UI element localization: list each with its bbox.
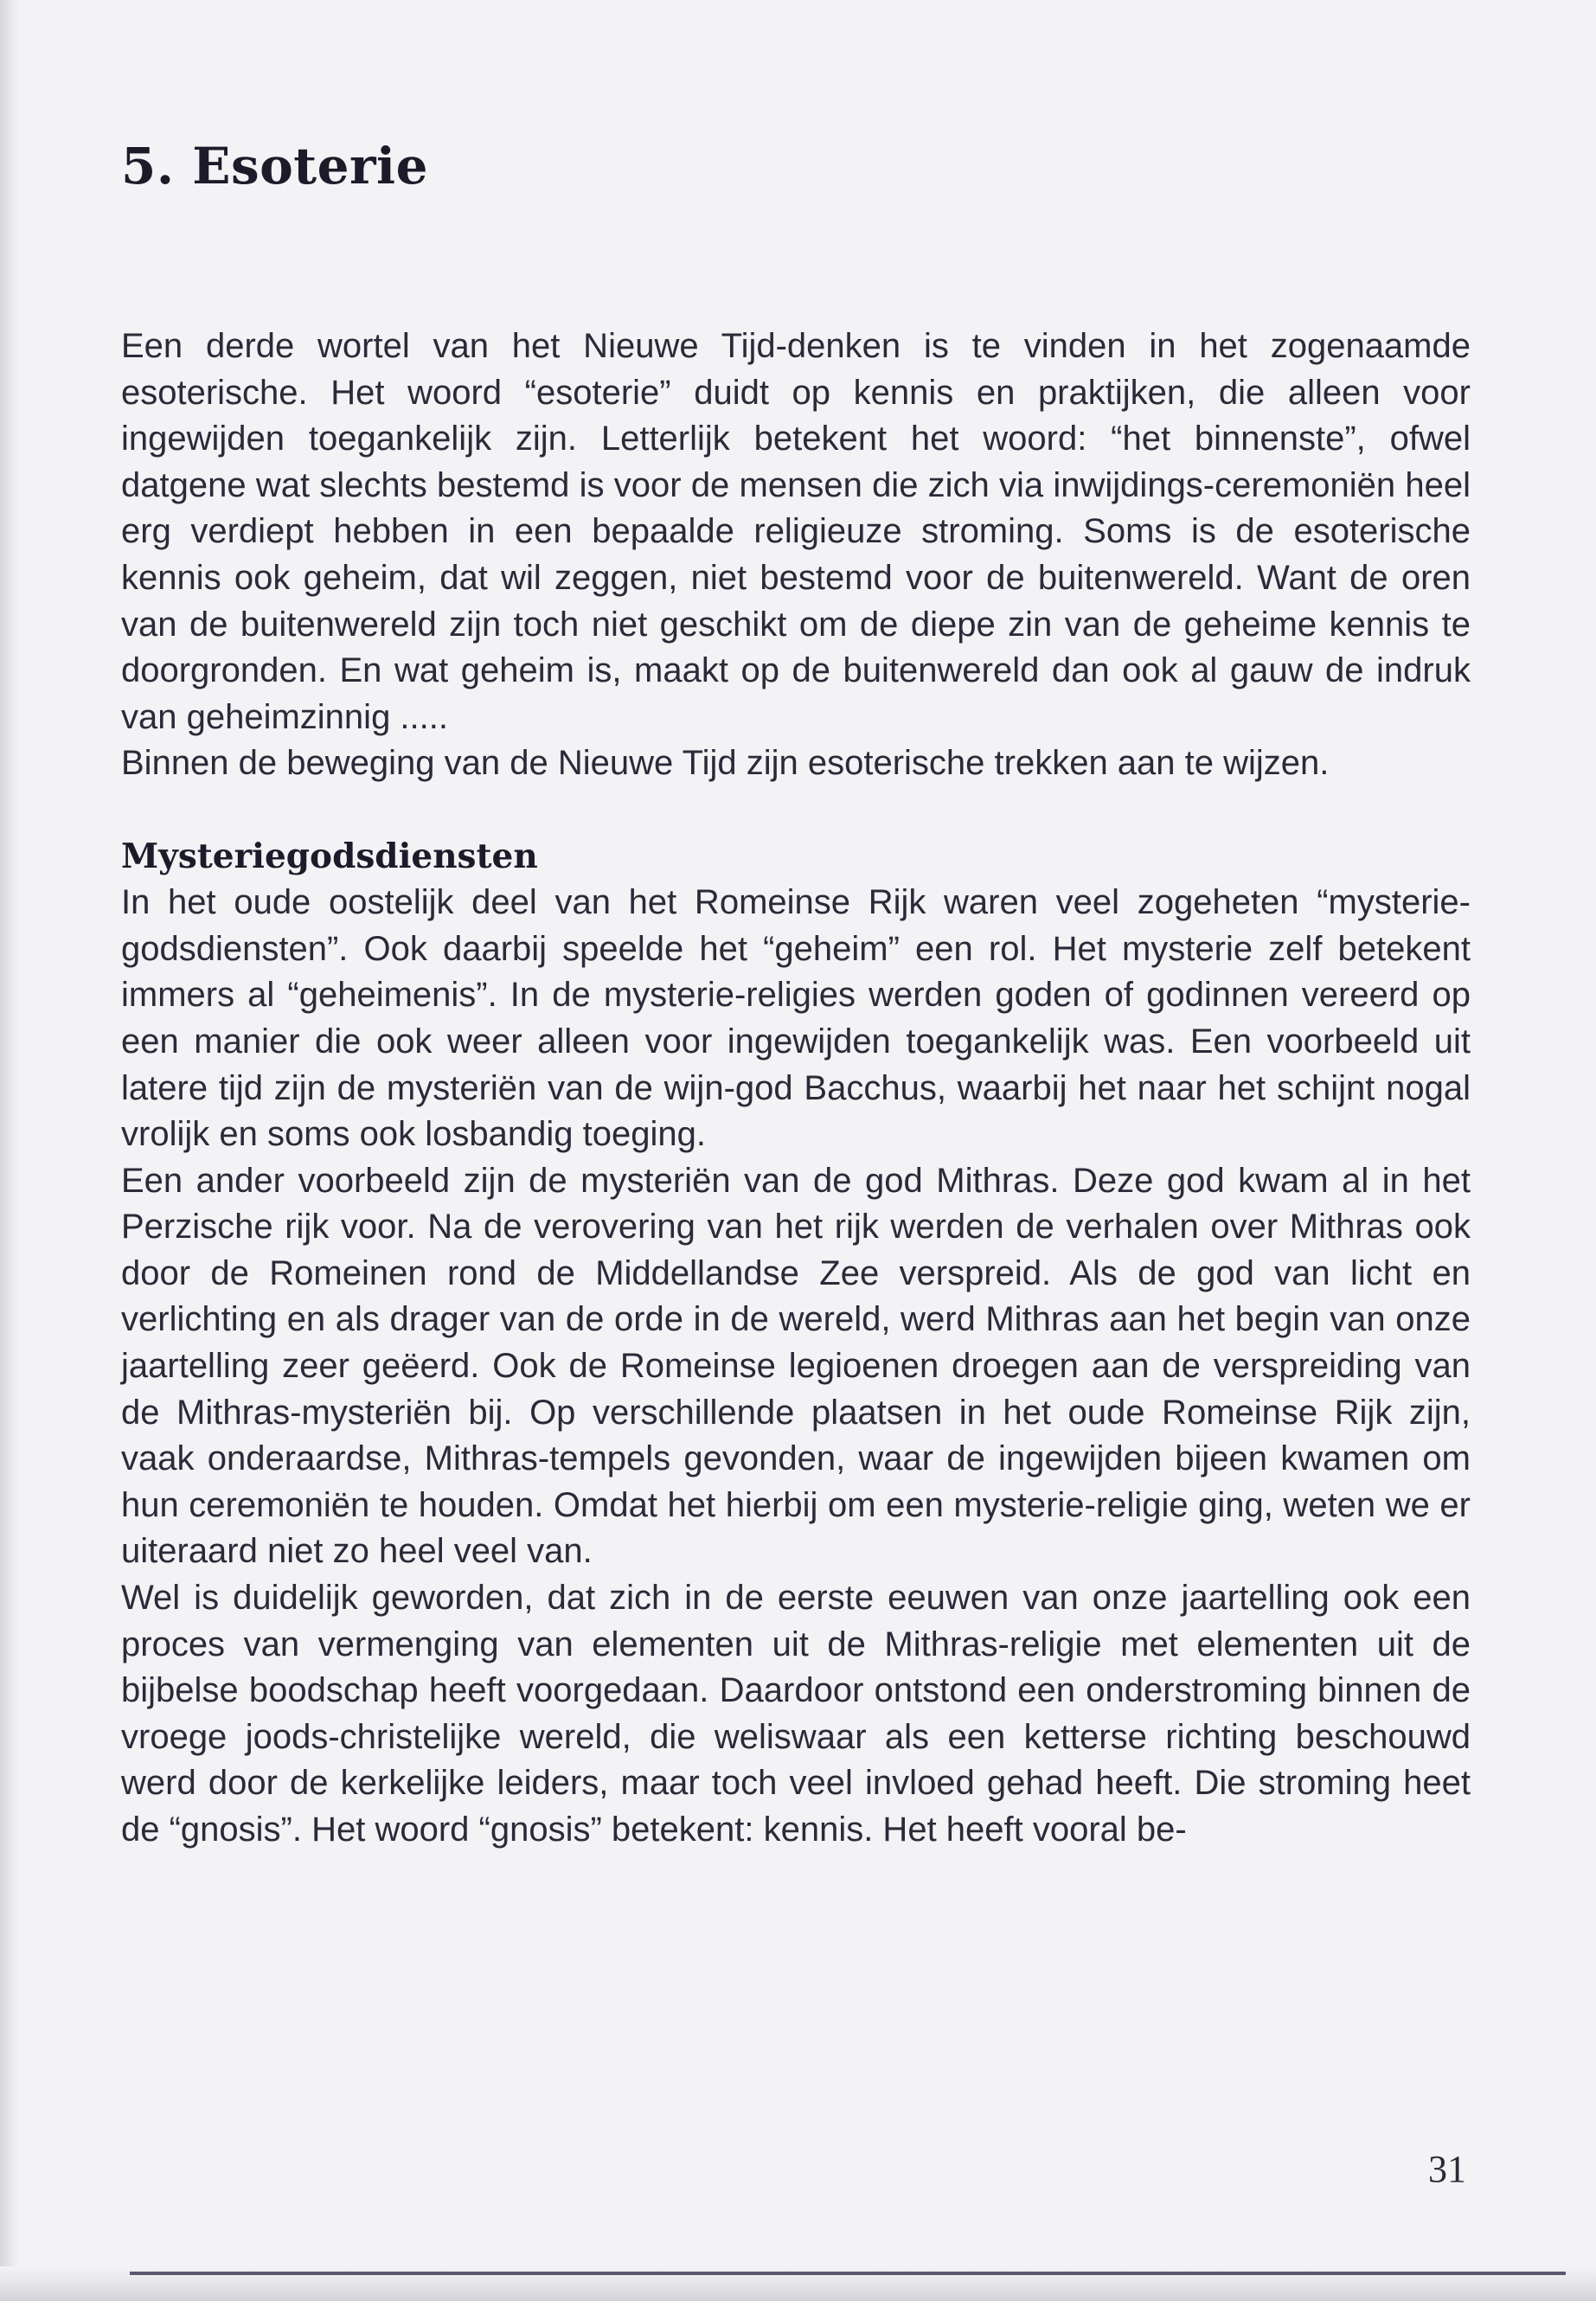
body-paragraph: Binnen de beweging van de Nieuwe Tijd zijn esoterische trekken aan te wijzen. bbox=[121, 744, 1330, 783]
section-heading: Mysteriegodsdiensten bbox=[121, 836, 538, 876]
body-paragraph: In het oude oostelijk deel van het Romeinse Rijk waren veel zogeheten “mysterie-godsdiensten”. Ook daarbij speelde het “geheim” een rol. Het mysterie zelf betekent immers al “geheimenis”. In de mysterie-religies werden goden of godinnen vereerd op een manier die ook weer alleen voor ingewijden toegankelijk was. Een voorbeeld uit latere tijd zijn de mysteriën van de wijn-god Bacchus, waarbij het naar het schijnt nogal vrolijk en soms ook losbandig toeging. bbox=[121, 883, 1471, 1154]
page-binding-shadow bbox=[0, 0, 19, 2301]
body-paragraph: Een derde wortel van het Nieuwe Tijd-denken is te vinden in het zogenaamde esoterische. Het woord “esoterie” duidt op kennis en praktijken, die alleen voor ingewijden toegankelijk zijn. Letterlijk betekent het woord: “het binnenste”, ofwel datgene wat slechts bestemd is voor de mensen die zich via inwijdings-ceremoniën heel erg verdiept hebben in een bepaalde religieuze stroming. Soms is de esoterische kennis ook geheim, dat wil zeggen, niet bestemd voor de buitenwereld. Want de oren van de buitenwereld zijn toch niet geschikt om de diepe zin van de geheime kennis te doorgronden. En wat geheim is, maakt op de buitenwereld dan ook al gauw de indruk van geheimzinnig ..... bbox=[121, 327, 1471, 736]
body-paragraph: Wel is duidelijk geworden, dat zich in de eerste eeuwen van onze jaartelling ook een proces van vermenging van elementen uit de Mithras-religie met elementen uit de bijbelse boodschap heeft voorgedaan. Daardoor ontstond een onderstroming binnen de vroege joods-christelijke wereld, die weliswaar als een ketterse richting beschouwd werd door de kerkelijke leiders, maar toch veel invloed gehad heeft. Die stroming heet de “gnosis”. Het woord “gnosis” betekent: kennis. Het heeft vooral be- bbox=[121, 1579, 1471, 1849]
body-paragraph: Een ander voorbeeld zijn de mysteriën van de god Mithras. Deze god kwam al in het Perzische rijk voor. Na de verovering van het rijk werden de verhalen over Mithras ook door de Romeinen rond de Middellandse Zee verspreid. Als de god van licht en verlichting en als drager van de orde in de wereld, werd Mithras aan het begin van onze jaartelling zeer geëerd. Ook de Romeinse legioenen droegen aan de verspreiding van de Mithras-mysteriën bij. Op verschillende plaatsen in het oude Romeinse Rijk zijn, vaak onderaardse, Mithras-tempels gevonden, waar de ingewijden bijeen kwamen om hun ceremoniën te houden. Omdat het hierbij om een mysterie-religie ging, weten we er uiteraard niet zo heel veel van. bbox=[121, 1161, 1471, 1571]
page-number: 31 bbox=[1428, 2148, 1466, 2190]
chapter-title: 5. Esoterie bbox=[121, 137, 428, 195]
page-body bbox=[121, 324, 1471, 1854]
bottom-rule-divider bbox=[130, 2272, 1566, 2275]
